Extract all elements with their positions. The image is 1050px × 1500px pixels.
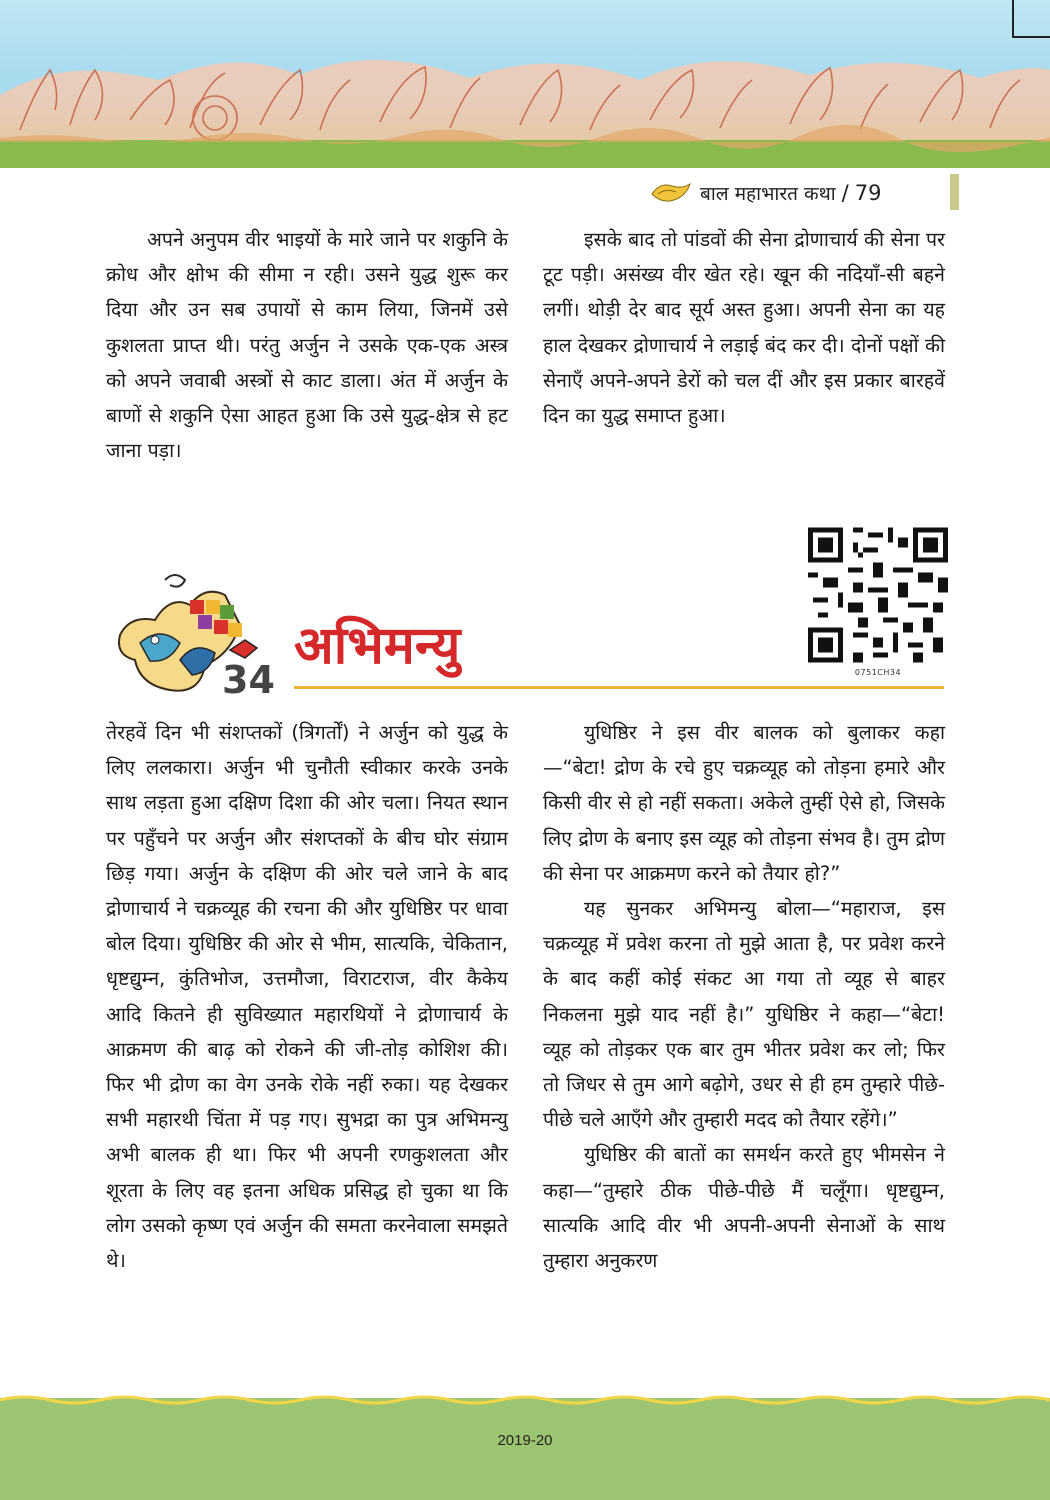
crop-mark (1014, 36, 1050, 38)
main-right-column (543, 715, 945, 1278)
qr-code[interactable] (808, 527, 948, 663)
book-emblem-icon (650, 180, 692, 206)
chapter-title-rule (294, 686, 944, 689)
book-title: बाल महाभारत कथा (700, 183, 836, 205)
main-left-column (106, 715, 508, 1278)
header-accent-bar (950, 174, 959, 210)
footer-year: 2019-20 (497, 1432, 553, 1449)
page-number: 79 (854, 181, 882, 205)
footer-band (0, 1398, 1050, 1500)
paragraph: युधिष्ठिर ने इस वीर बालक को बुलाकर कहा—“बेटा! द्रोण के रचे हुए चक्रव्यूह को तोड़ना हमारे और किसी वीर से हो नहीं सकता। अकेले तुम्हीं ऐसे हो, जिसके लिए द्रोण के बनाए इस व्यूह को तोड़ना संभव है। तुम द्रोण की सेना पर आक्रमण करने को तैयार हो?” (543, 721, 945, 885)
chapter-number: 34 (222, 658, 275, 702)
crop-mark (1012, 0, 1014, 38)
running-header (650, 176, 881, 210)
paragraph: यह सुनकर अभिमन्यु बोला—“महाराज, इस चक्रव्यूह में प्रवेश करना तो मुझे आता है, पर प्रवेश करने के बाद कहीं कोई संकट आ गया तो व्यूह से बाहर निकलना मुझे याद नहीं है।” युधिष्ठिर ने कहा—“बेटा! व्यूह को तोड़कर एक बार तुम भीतर प्रवेश कर लो; फिर तो जिधर से तुम आगे बढ़ोगे, उधर से ही हम तुम्हारे पीछे-पीछे चले आएँगे और तुम्हारी मदद को तैयार रहेंगे।” (543, 897, 945, 1132)
top-left-column (106, 222, 508, 468)
paragraph: अपने अनुपम वीर भाइयों के मारे जाने पर शकुनि के क्रोध और क्षोभ की सीमा न रही। उसने युद्ध शुरू कर दिया और उन सब उपायों से काम लिया, जिनमें उसे कुशलता प्राप्त थी। परंतु अर्जुन ने उसके एक-एक अस्त्र को अपने जवाबी अस्त्रों से काट डाला। अंत में अर्जुन के बाणों से शकुनि ऐसा आहत हुआ कि उसे युद्ध-क्षेत्र से हट जाना पड़ा। (106, 228, 508, 463)
decorative-battle-banner (0, 0, 1050, 168)
qr-code-label: 0751CH34 (854, 668, 902, 677)
header-separator: / (841, 181, 849, 205)
paragraph: तेरहवें दिन भी संशप्तकों (त्रिगर्तों) ने अर्जुन को युद्ध के लिए ललकारा। अर्जुन भी चुनौती स्वीकार करके उनके साथ लड़ता हुआ दक्षिण दिशा की ओर चला। नियत स्थान पर पहुँचने पर अर्जुन और संशप्तकों के बीच घोर संग्राम छिड़ गया। अर्जुन के दक्षिण की ओर चले जाने के बाद द्रोणाचार्य ने चक्रव्यूह की रचना की और युधिष्ठिर पर धावा बोल दिया। युधिष्ठिर की ओर से भीम, सात्यकि, चेकितान, धृष्टद्युम्न, कुंतिभोज, उत्तमौजा, विराटराज, वीर कैकेय आदि कितने ही सुविख्यात महारथियों ने द्रोणाचार्य के आक्रमण की बाढ़ को रोकने की जी-तोड़ कोशिश की। फिर भी द्रोण का वेग उनके रोके नहीं रुका। यह देखकर सभी महारथी चिंता में पड़ गए। सुभद्रा का पुत्र अभिमन्यु अभी बालक ही था। फिर भी अपनी रणकुशलता और शूरता के लिए वह इतना अधिक प्रसिद्ध हो चुका था कि लोग उसको कृष्ण एवं अर्जुन की समता करनेवाला समझते थे। (106, 721, 508, 1273)
chapter-title: अभिमन्यु (294, 615, 461, 676)
top-right-column (543, 222, 945, 433)
footer-wavy-edge (0, 1392, 1050, 1406)
paragraph: युधिष्ठिर की बातों का समर्थन करते हुए भीमसेन ने कहा—“तुम्हारे ठीक पीछे-पीछे मैं चलूँगा। धृष्टद्युम्न, सात्यकि आदि वीर भी अपनी-अपनी सेनाओं के साथ तुम्हारा अनुकरण (543, 1143, 945, 1273)
paragraph: इसके बाद तो पांडवों की सेना द्रोणाचार्य की सेना पर टूट पड़ी। असंख्य वीर खेत रहे। खून की नदियाँ-सी बहने लगीं। थोड़ी देर बाद सूर्य अस्त हुआ। अपनी सेना का यह हाल देखकर द्रोणाचार्य ने लड़ाई बंद कर दी। दोनों पक्षों की सेनाएँ अपने-अपने डेरों को चल दीं और इस प्रकार बारहवें दिन का युद्ध समाप्त हुआ। (543, 228, 945, 428)
